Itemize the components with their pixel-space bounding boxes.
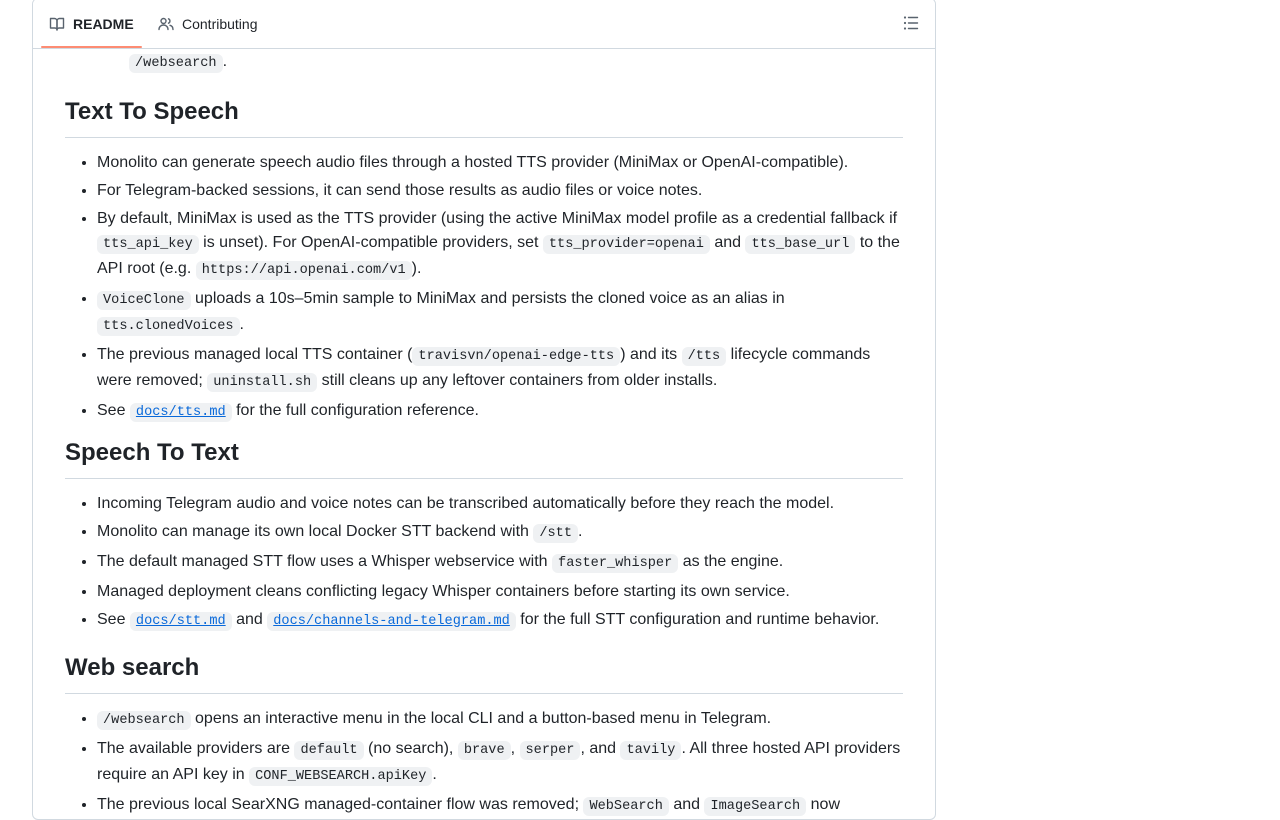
code-inline: WebSearch [583, 797, 668, 816]
tab-readme[interactable] [41, 1, 142, 47]
heading-web-search: Web search [65, 653, 903, 694]
link-docs-tts[interactable]: docs/tts.md [130, 402, 232, 419]
list-item: • The previous managed local TTS container ( travisvn/openai-edge-tts ) and its /tts lifecycle commands were removed; uninstall.sh still cleans up any leftover containers from older installs. [97, 343, 903, 395]
code-inline: CONF_WEBSEARCH.apiKey [249, 767, 432, 786]
code-inline: https://api.openai.com/v1 [196, 261, 412, 280]
list-item: • VoiceClone uploads a 10s–5min sample to MiniMax and persists the cloned voice as an alias in tts.clonedVoices . [97, 287, 903, 339]
code-inline: faster_whisper [552, 554, 678, 573]
code-inline: VoiceClone [97, 291, 191, 310]
readme-panel [32, 0, 936, 820]
code-inline: tts_api_key [97, 235, 199, 254]
list-item: • Monolito can generate speech audio files through a hosted TTS provider (MiniMax or OpenAI-compatible). [97, 151, 903, 175]
code-inline: /stt [533, 524, 578, 543]
book-icon [49, 16, 65, 32]
link-docs-stt[interactable]: docs/stt.md [130, 611, 232, 628]
list-item: • See docs/stt.md and docs/channels-and-telegram.md for the full STT configuration and runtime behavior. [97, 608, 903, 634]
stt-list [65, 492, 903, 638]
code-inline: travisvn/openai-edge-tts [412, 347, 620, 366]
tab-readme-label: README [73, 16, 134, 32]
code-inline: /websearch [129, 54, 223, 73]
list-item: • Monolito can manage its own local Docker STT backend with /stt . [97, 520, 903, 546]
list-item: • Managed deployment cleans conflicting legacy Whisper containers before starting its own service. [97, 580, 903, 604]
web-list [65, 707, 903, 820]
list-item: • The previous local SearXNG managed-container flow was removed; WebSearch and ImageSearch now [97, 793, 903, 819]
heading-speech-to-text: Speech To Text [65, 438, 903, 479]
heading-text-to-speech: Text To Speech [65, 97, 903, 138]
tab-contributing[interactable] [158, 1, 258, 47]
code-inline: uninstall.sh [207, 373, 317, 392]
link-docs-channels-telegram[interactable]: docs/channels-and-telegram.md [267, 611, 516, 628]
readme-tabbar [33, 0, 935, 49]
list-item: • By default, MiniMax is used as the TTS provider (using the active MiniMax model profile as a credential fallback if tts_api_key is unset). For OpenAI-compatible providers, set tts_provider=openai and tts_base_url to the API root (e.g. https://api.openai.com/v1 ). [97, 207, 903, 283]
code-inline: tavily [620, 741, 681, 760]
people-icon [158, 16, 174, 32]
code-inline: tts.clonedVoices [97, 317, 240, 336]
list-item: • The available providers are default (no search), brave , serper , and tavily . All three hosted API providers require an API key in CONF_WEBSEARCH.apiKey . [97, 737, 903, 789]
code-inline: /tts [682, 347, 727, 366]
list-item: • See docs/tts.md for the full configuration reference. [97, 399, 903, 425]
list-item: • /websearch opens an interactive menu in the local CLI and a button-based menu in Telegram. [97, 707, 903, 733]
list-unordered-icon [901, 13, 921, 33]
list-item: • The default managed STT flow uses a Whisper webservice with faster_whisper as the engine. [97, 550, 903, 576]
code-inline: /websearch [97, 711, 191, 730]
list-item: • Incoming Telegram audio and voice notes can be transcribed automatically before they reach the model. [97, 492, 903, 516]
top-fragment: /websearch . [129, 50, 227, 76]
code-inline: ImageSearch [704, 797, 806, 816]
tts-list [65, 151, 903, 429]
code-inline: default [294, 741, 363, 760]
code-inline: brave [458, 741, 511, 760]
tab-contributing-label: Contributing [182, 16, 258, 32]
code-inline: serper [520, 741, 581, 760]
code-inline: tts_provider=openai [543, 235, 710, 254]
outline-button[interactable] [901, 13, 921, 33]
code-inline: tts_base_url [745, 235, 855, 254]
list-item: • For Telegram-backed sessions, it can send those results as audio files or voice notes. [97, 179, 903, 203]
